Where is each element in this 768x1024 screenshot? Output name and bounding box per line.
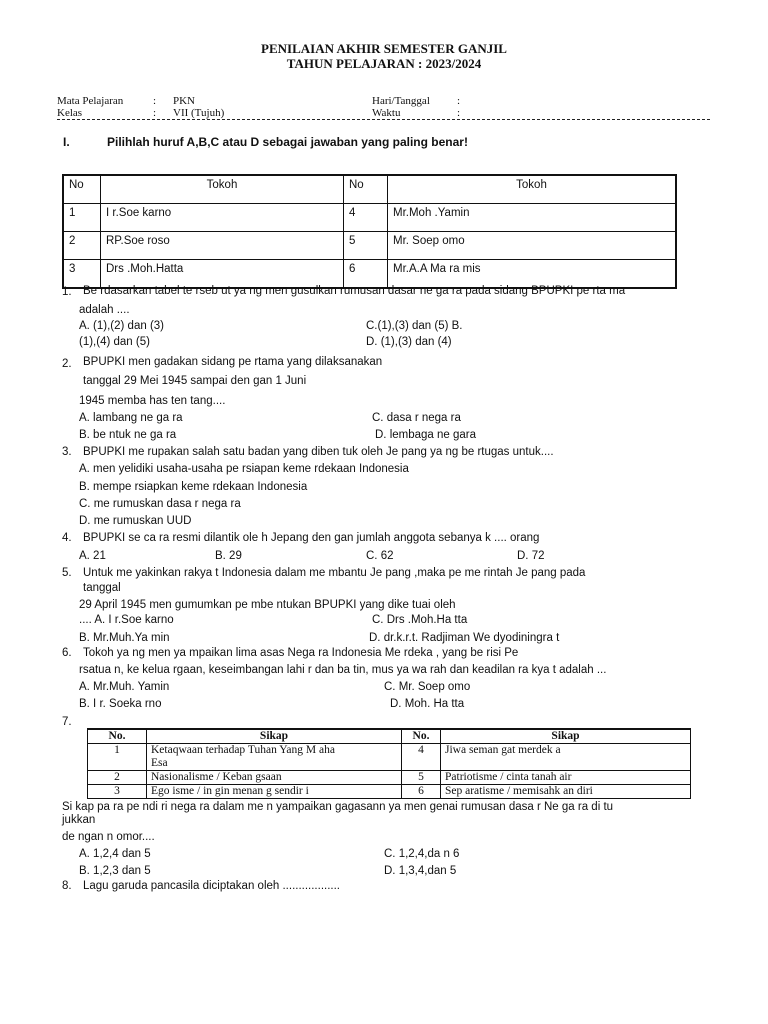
tokoh-table xyxy=(62,174,677,289)
table-row xyxy=(88,771,691,785)
option-a: A. Mr.Muh. Yamin xyxy=(79,681,170,693)
option-d: D. dr.k.r.t. Radjiman We dyodiningra t xyxy=(369,632,560,644)
question-text: Tokoh ya ng men ya mpaikan lima asas Nega ra Indonesia Me rdeka , yang be risi Pe xyxy=(83,647,519,659)
option-d: D. Moh. Ha tta xyxy=(390,698,465,710)
subject-value: PKN xyxy=(173,95,196,107)
question-number: 3. xyxy=(62,446,72,458)
meta-divider xyxy=(57,119,710,120)
option-c: C. 1,2,4,da n 6 xyxy=(384,848,460,860)
option-d: D. lembaga ne gara xyxy=(375,429,477,441)
option-a: A. 1,2,4 dan 5 xyxy=(79,848,151,860)
table-cell: I r.Soe karno xyxy=(101,204,344,232)
option-a: A. men yelidiki usaha-usaha pe rsiapan keme rdekaan Indonesia xyxy=(79,463,409,475)
question-number: 7. xyxy=(62,716,72,728)
option-b: B. I r. Soeka rno xyxy=(79,698,162,710)
table-header: Tokoh xyxy=(388,175,677,204)
question-text: adalah .... xyxy=(79,304,130,316)
option-c: C. Drs .Moh.Ha tta xyxy=(372,614,468,626)
section-instruction: Pilihlah huruf A,B,C atau D sebagai jawaban yang paling benar! xyxy=(107,135,468,149)
table-header: Sikap xyxy=(441,729,691,744)
option-c: C. dasa r nega ra xyxy=(372,412,461,424)
question-text: rsatua n, ke kelua rgaan, keseimbangan lahi r dan ba tin, mus ya wa rah dan keadilan ra kya t adalah ... xyxy=(79,664,607,676)
question-text: BPUPKI men gadakan sidang pe rtama yang dilaksanakan xyxy=(83,356,383,368)
table-cell xyxy=(147,744,402,771)
colon: : xyxy=(153,95,157,107)
subject-label: Mata Pelajaran xyxy=(57,95,124,107)
table-header: Tokoh xyxy=(101,175,344,204)
table-cell: RP.Soe roso xyxy=(101,232,344,260)
question-text: Si kap pa ra pe ndi ri nega ra dalam me n yampaikan gagasann ya men genai rumusan dasa r Ne ga ra di tu xyxy=(62,801,614,813)
option-c: C. Mr. Soep omo xyxy=(384,681,471,693)
cell-line: Esa xyxy=(151,757,168,769)
question-text: Lagu garuda pancasila diciptakan oleh .................. xyxy=(83,880,340,892)
table-cell: Drs .Moh.Hatta xyxy=(101,260,344,289)
table-header-row xyxy=(88,729,691,744)
table-row xyxy=(63,204,676,232)
table-row xyxy=(63,232,676,260)
question-number: 1. xyxy=(62,286,72,298)
colon: : xyxy=(457,95,461,107)
cell-line: Ketaqwaan terhadap Tuhan Yang M aha xyxy=(151,744,335,756)
option-b: B. be ntuk ne ga ra xyxy=(79,429,177,441)
academic-year: TAHUN PELAJARAN : 2023/2024 xyxy=(286,56,482,71)
question-text: BPUPKI me rupakan salah satu badan yang diben tuk oleh Je pang ya ng be rtugas untuk.... xyxy=(83,446,554,458)
date-label: Hari/Tanggal xyxy=(372,95,430,107)
table-cell: Patriotisme / cinta tanah air xyxy=(441,771,691,785)
question-number: 4. xyxy=(62,532,72,544)
question-number: 5. xyxy=(62,567,72,579)
table-cell: 2 xyxy=(63,232,101,260)
question-text: tanggal 29 Mei 1945 sampai den gan 1 Juni xyxy=(83,375,307,387)
option-d: D. me rumuskan UUD xyxy=(79,515,192,527)
time-label: Waktu xyxy=(372,107,401,119)
option-a: .... A. I r.Soe karno xyxy=(79,614,174,626)
table-cell: 5 xyxy=(402,771,441,785)
table-cell: 3 xyxy=(88,785,147,799)
table-cell: Jiwa seman gat merdek a xyxy=(441,744,691,771)
option-d: D. 1,3,4,dan 5 xyxy=(384,865,457,877)
question-number: 2. xyxy=(62,358,72,370)
table-header-row xyxy=(63,175,676,204)
sikap-table xyxy=(87,728,691,799)
table-cell: 4 xyxy=(402,744,441,771)
question-text: de ngan n omor.... xyxy=(62,831,155,843)
question-text: BPUPKI se ca ra resmi dilantik ole h Jepang den gan jumlah anggota sebanya k .... orang xyxy=(83,532,540,544)
colon: : xyxy=(153,107,157,119)
table-cell: 2 xyxy=(88,771,147,785)
table-cell: 6 xyxy=(344,260,388,289)
table-cell: 3 xyxy=(63,260,101,289)
option-a: A. lambang ne ga ra xyxy=(79,412,183,424)
question-text: 29 April 1945 men gumumkan pe mbe ntukan BPUPKI yang dike tuai oleh xyxy=(79,599,456,611)
table-cell: Mr. Soep omo xyxy=(388,232,677,260)
colon: : xyxy=(457,107,461,119)
section-number: I. xyxy=(63,135,70,149)
table-header: No. xyxy=(402,729,441,744)
option-b: B. 1,2,3 dan 5 xyxy=(79,865,151,877)
option-c: C.(1),(3) dan (5) B. xyxy=(366,320,463,332)
class-label: Kelas xyxy=(57,107,83,119)
table-row xyxy=(88,785,691,799)
table-cell: Mr.A.A Ma ra mis xyxy=(388,260,677,289)
question-text: Untuk me yakinkan rakya t Indonesia dalam me mbantu Je pang ,maka pe me rintah Je pang pada xyxy=(83,567,586,579)
table-header: No xyxy=(344,175,388,204)
table-row xyxy=(88,744,691,771)
option-b: B. 29 xyxy=(215,550,242,562)
table-cell: Sep aratisme / memisahk an diri xyxy=(441,785,691,799)
option-c: C. me rumuskan dasa r nega ra xyxy=(79,498,241,510)
option-c: C. 62 xyxy=(366,550,394,562)
option-a: A. 21 xyxy=(79,550,106,562)
option-b: B. Mr.Muh.Ya min xyxy=(79,632,170,644)
question-text: jukkan xyxy=(62,814,96,826)
option-b: (1),(4) dan (5) xyxy=(79,336,150,348)
table-cell: Ego isme / in gin menan g sendir i xyxy=(147,785,402,799)
option-d: D. 72 xyxy=(517,550,545,562)
table-cell: Mr.Moh .Yamin xyxy=(388,204,677,232)
exam-title: PENILAIAN AKHIR SEMESTER GANJIL xyxy=(261,41,507,56)
table-header: No. xyxy=(88,729,147,744)
table-header: Sikap xyxy=(147,729,402,744)
table-row xyxy=(63,260,676,289)
question-number: 6. xyxy=(62,647,72,659)
class-value: VII (Tujuh) xyxy=(173,107,225,119)
question-text: 1945 memba has ten tang.... xyxy=(79,395,226,407)
table-cell: 1 xyxy=(63,204,101,232)
table-cell: Nasionalisme / Keban gsaan xyxy=(147,771,402,785)
table-cell: 1 xyxy=(88,744,147,771)
table-header: No xyxy=(63,175,101,204)
question-text: Be rdasarkan tabel te rseb ut ya ng men gusulkan rumusan dasar ne ga ra pada sidang BPUPKI pe rta ma xyxy=(83,285,626,297)
option-a: A. (1),(2) dan (3) xyxy=(79,320,164,332)
question-text: tanggal xyxy=(83,582,121,594)
question-number: 8. xyxy=(62,880,72,892)
table-cell: 4 xyxy=(344,204,388,232)
table-cell: 6 xyxy=(402,785,441,799)
option-b: B. mempe rsiapkan keme rdekaan Indonesia xyxy=(79,481,308,493)
option-d: D. (1),(3) dan (4) xyxy=(366,336,452,348)
table-cell: 5 xyxy=(344,232,388,260)
